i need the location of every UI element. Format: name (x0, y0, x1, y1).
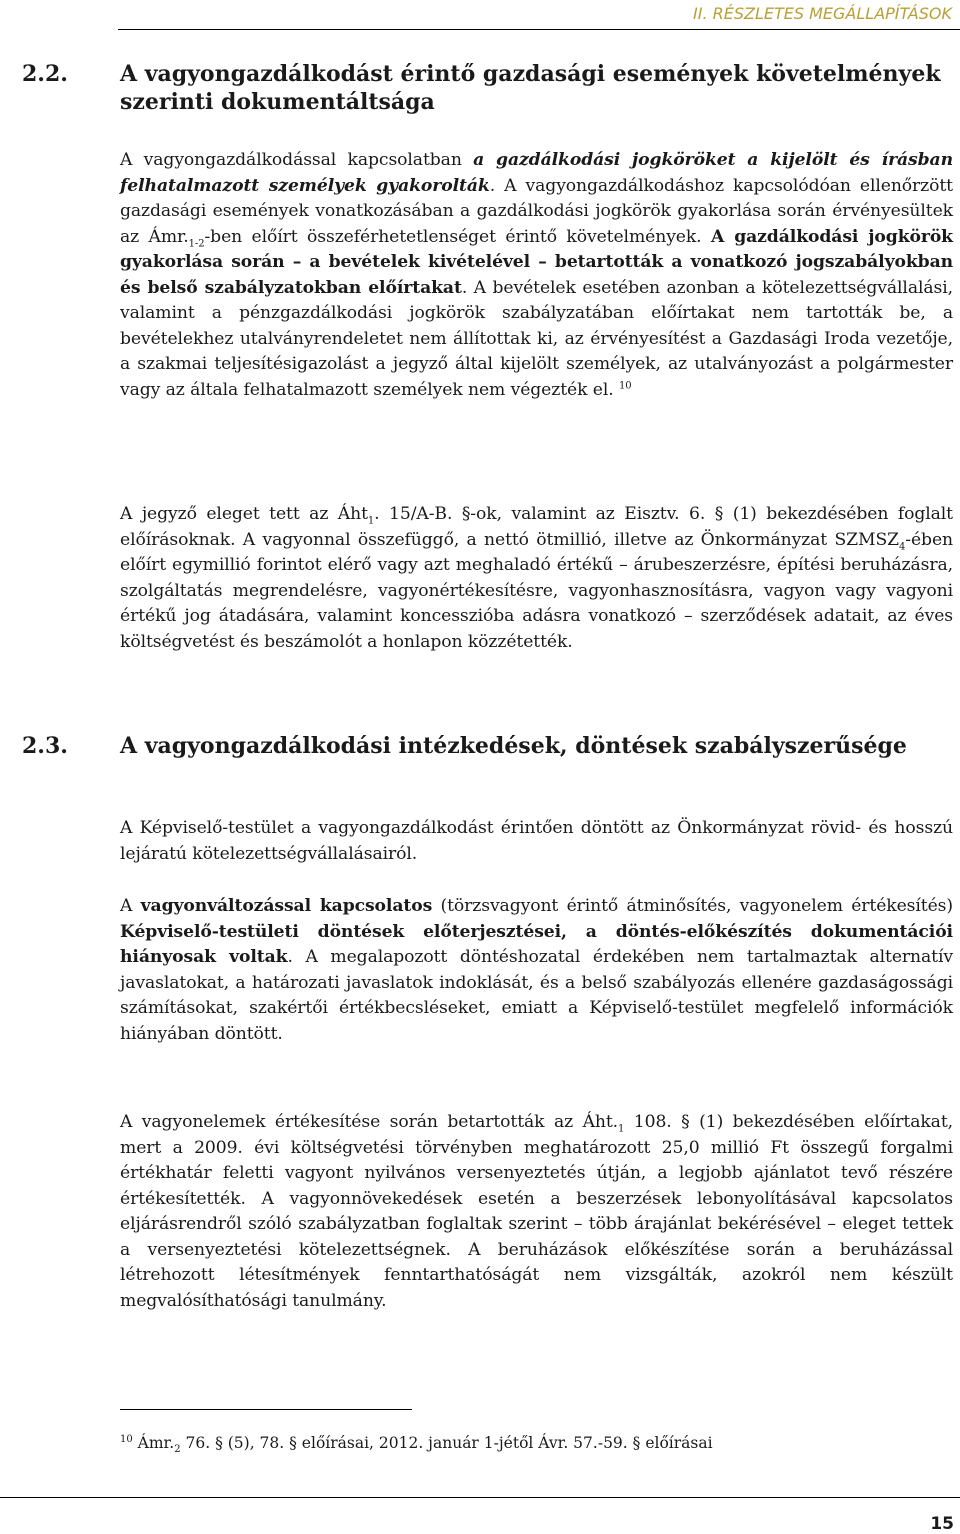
footnote: $^{10}$ $Ámr._2$ 76. § (5), 78. § előírásai, 2012. január 1-jétől Ávr. 57.-59. § előírásai (120, 1433, 713, 1456)
footer-rule (0, 1497, 960, 1498)
paragraph-kozzetetel: A jegyző eleget tett az Áht$_1$. 15/A-B. §-ok, valamint az Eisztv. 6. § (1) bekezdésében foglalt előírásoknak. A vagyonnal összefüggő, a nettó ötmillió, illetve az Önkormányzat $SZMSZ_4$-ében előírt egymillió forintot elérő vagy azt meghaladó értékű – árubeszerzésre, építési beruházásra, szolgáltatás megrendelésre, vagyonértékesítésre, vagyonhasznosításra, vagyon vagy vagyoni értékű jog átadására, valamint koncesszióba adásra vonatkozó – szerződések adatait, az éves költségvetést és beszámolót a honlapon közzétették. (120, 504, 953, 652)
page-number: 15 (930, 1514, 954, 1534)
header-rule (118, 29, 960, 30)
footnote-number: 10 (120, 1433, 133, 1445)
section-number: 2.3. (22, 733, 68, 759)
paragraph-jogkorok: A vagyongazdálkodással kapcsolatban a gazdálkodási jogköröket a kijelölt és írásban felhatalmazott személyek gyakorolták. A vagyongazdálkodáshoz kapcsolódóan ellenőrzött gazdasági események vonatkozásában a gazdálkodási jogkörök gyakorlása során érvényesültek az $Ámr._{1-2}$-ben előírt összeférhetetlenséget érintő követelmények. A gazdálkodási jogkörök gyakorlása során – a bevételek kivételével – betartották a vonatkozó jogszabályokban és belső szabályzatokban előírtakat. A bevételek esetében azonban a kötelezettségvállalási, valamint a pénzgazdálkodási jogkörök szabályzatában előírtakat nem tartották be, a bevételekhez utalványrendeletet nem állítottak ki, az érvényesítést a Gazdasági Iroda vezetője, a szakmai teljesítésigazolást a jegyző által kijelölt személyek, az utalványozást a polgármester vagy az általa felhatalmazott személyek nem végezték el. $^{10}$ (120, 150, 953, 400)
running-header: II. RÉSZLETES MEGÁLLAPÍTÁSOK (693, 4, 952, 23)
footnote-ref[interactable]: 10 (618, 379, 632, 391)
section-title: A vagyongazdálkodást érintő gazdasági események követelmények szerinti dokumentáltsága (120, 61, 941, 115)
paragraph-kotelezettsegvallalas: A Képviselő-testület a vagyongazdálkodást érintően döntött az Önkormányzat rövid- és hosszú lejáratú kötelezettségvállalásairól. (120, 818, 953, 864)
section-title: A vagyongazdálkodási intézkedések, döntések szabályszerűsége (120, 733, 907, 759)
paragraph-ertekesites: A vagyonelemek értékesítése során betartották az $Áht._1$ 108. § (1) bekezdésében előírtakat, mert a 2009. évi költségvetési törvényben meghatározott 25,0 millió Ft összegű forgalmi értékhatár feletti vagyont nyilvános versenyeztetés útján, a legjobb ajánlatot tevő részére értékesítették. A vagyonnövekedések esetén a beszerzések lebonyolításával kapcsolatos eljárásrendről szóló szabályzatban foglaltak szerint – több árajánlat bekérésével – eleget tettek a versenyeztetési kötelezettségnek. A beruházások előkészítése során a beruházással létrehozott létesítmények fenntarthatóságát nem vizsgálták, azokról nem készült megvalósíthatósági tanulmány. (120, 1112, 953, 1311)
paragraph-dontesek: A vagyonváltozással kapcsolatos (törzsvagyont érintő átminősítés, vagyonelem értékesítés) Képviselő-testületi döntések előterjesztései, a döntés-előkészítés dokumentációi hiányosak voltak. A megalapozott döntéshozatal érdekében nem tartalmaztak alternatív javaslatokat, a határozati javaslatok indoklását, és a belső szabályozás ellenére gazdaságossági számításokat, szakértői értékbecsléseket, emiatt a Képviselő-testület megfelelő információk hiányában döntött. (120, 896, 953, 1044)
footnote-separator (120, 1409, 412, 1410)
section-number: 2.2. (22, 61, 68, 87)
